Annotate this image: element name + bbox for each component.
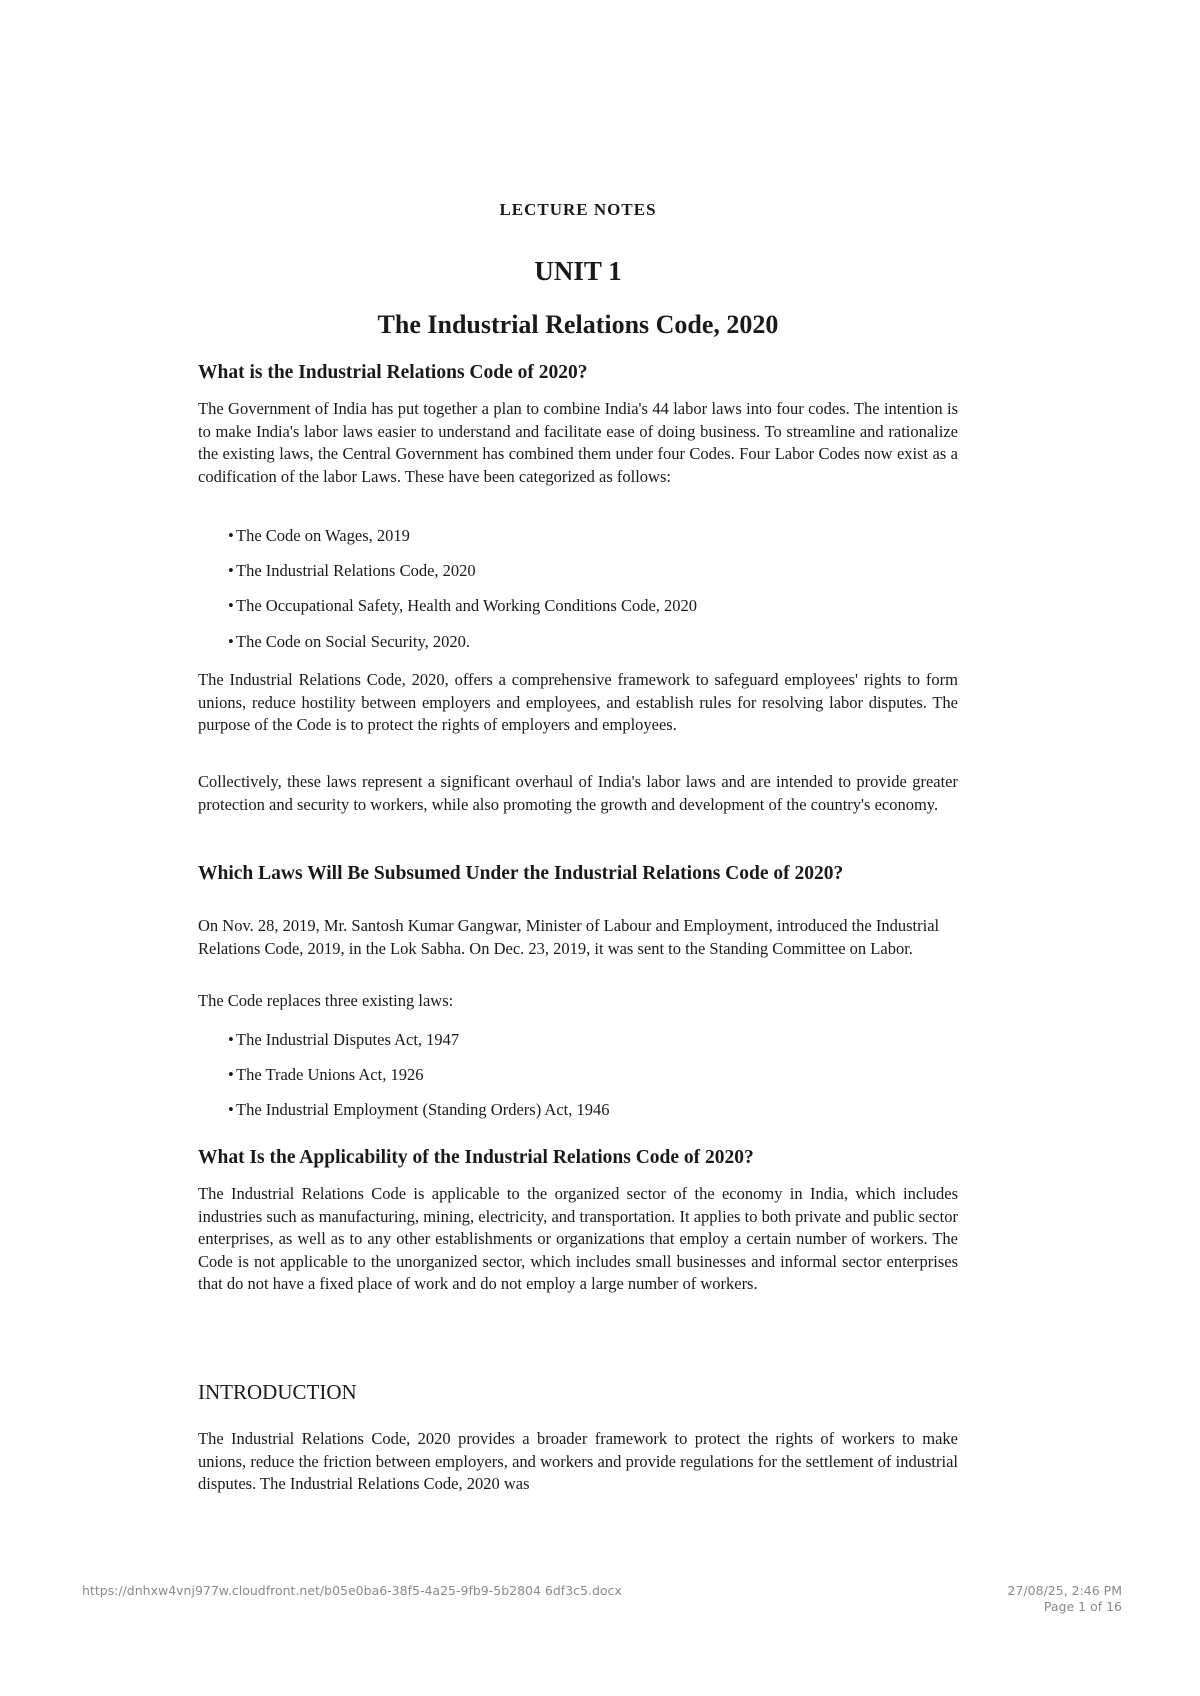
bullet-icon: • (228, 1030, 234, 1049)
bullet-icon: • (228, 526, 234, 545)
list-item: • The Industrial Employment (Standing Orders) Act, 1946 (228, 1100, 610, 1119)
list-item: • The Industrial Disputes Act, 1947 (228, 1030, 460, 1049)
lecture-notes-label: LECTURE NOTES (499, 200, 657, 219)
section-heading-what-is: What is the Industrial Relations Code of 2020? (198, 362, 588, 383)
list-item: • The Trade Unions Act, 1926 (228, 1065, 424, 1084)
footer-source-url: https://dnhxw4vnj977w.cloudfront.net/b05e0ba6-38f5-4a25-9fb9-5b2804 6df3c5.docx (82, 1583, 622, 1598)
bullet-icon: • (228, 561, 234, 580)
unit-heading: UNIT 1 (534, 256, 622, 286)
footer-page-number: Page 1 of 16 (1043, 1599, 1122, 1614)
bullet-icon: • (228, 1065, 234, 1084)
section1-intro-paragraph: The Government of India has put together a plan to combine India's 44 labor laws into four codes. The intention is to make India's labor laws easier to understand and facilitate ease of doing business. To streamline and rationalize the existing laws, the Central Government has combined them under four Codes. Four Labor Codes now exist as a codification of the labor Laws. These have been categorized as follows: (198, 399, 958, 486)
section2-paragraph-2: The Code replaces three existing laws: (198, 991, 454, 1010)
section-heading-subsumed-laws: Which Laws Will Be Subsumed Under the Industrial Relations Code of 2020? (198, 863, 844, 884)
document-title: The Industrial Relations Code, 2020 (377, 310, 779, 339)
section1-paragraph-3: Collectively, these laws represent a significant overhaul of India's labor laws and are intended to provide greater protection and security to workers, while also promoting the growth and development of the country's economy. (198, 772, 958, 814)
footer-meta (1008, 1583, 1122, 1615)
introduction-paragraph: The Industrial Relations Code, 2020 provides a broader framework to protect the rights of workers to make unions, reduce the friction between employers, and workers and provide regulations for the settlement of industrial disputes. The Industrial Relations Code, 2020 was (198, 1429, 958, 1493)
list-item: • The Industrial Relations Code, 2020 (228, 561, 476, 580)
bullet-icon: • (228, 632, 234, 651)
section-heading-applicability: What Is the Applicability of the Industrial Relations Code of 2020? (198, 1147, 754, 1168)
section3-paragraph: The Industrial Relations Code is applicable to the organized sector of the economy in India, which includes industries such as manufacturing, mining, electricity, and transportation. It applies to both private and public sector enterprises, as well as to any other establishments or organizations that employ a certain number of workers. The Code is not applicable to the unorganized sector, which includes small businesses and informal sector enterprises that do not have a fixed place of work and do not employ a large number of workers. (198, 1184, 958, 1293)
bullet-icon: • (228, 1100, 234, 1119)
section1-paragraph-2: The Industrial Relations Code, 2020, offers a comprehensive framework to safeguard employees' rights to form unions, reduce hostility between employers and employees, and establish rules for resolving labor disputes. The purpose of the Code is to protect the rights of employers and employees. (198, 670, 958, 734)
bullet-icon: • (228, 596, 234, 615)
section2-paragraph-1: On Nov. 28, 2019, Mr. Santosh Kumar Gangwar, Minister of Labour and Employment, introduced the Industrial Relations Code, 2019, in the Lok Sabha. On Dec. 23, 2019, it was sent to the Standing Committee on Labor. (198, 916, 940, 958)
footer-timestamp: 27/08/25, 2:46 PM (1007, 1583, 1122, 1598)
introduction-heading: INTRODUCTION (198, 1380, 357, 1404)
list-item: • The Code on Wages, 2019 (228, 526, 410, 545)
list-item: • The Code on Social Security, 2020. (228, 632, 471, 651)
list-item: • The Occupational Safety, Health and Working Conditions Code, 2020 (228, 596, 698, 615)
